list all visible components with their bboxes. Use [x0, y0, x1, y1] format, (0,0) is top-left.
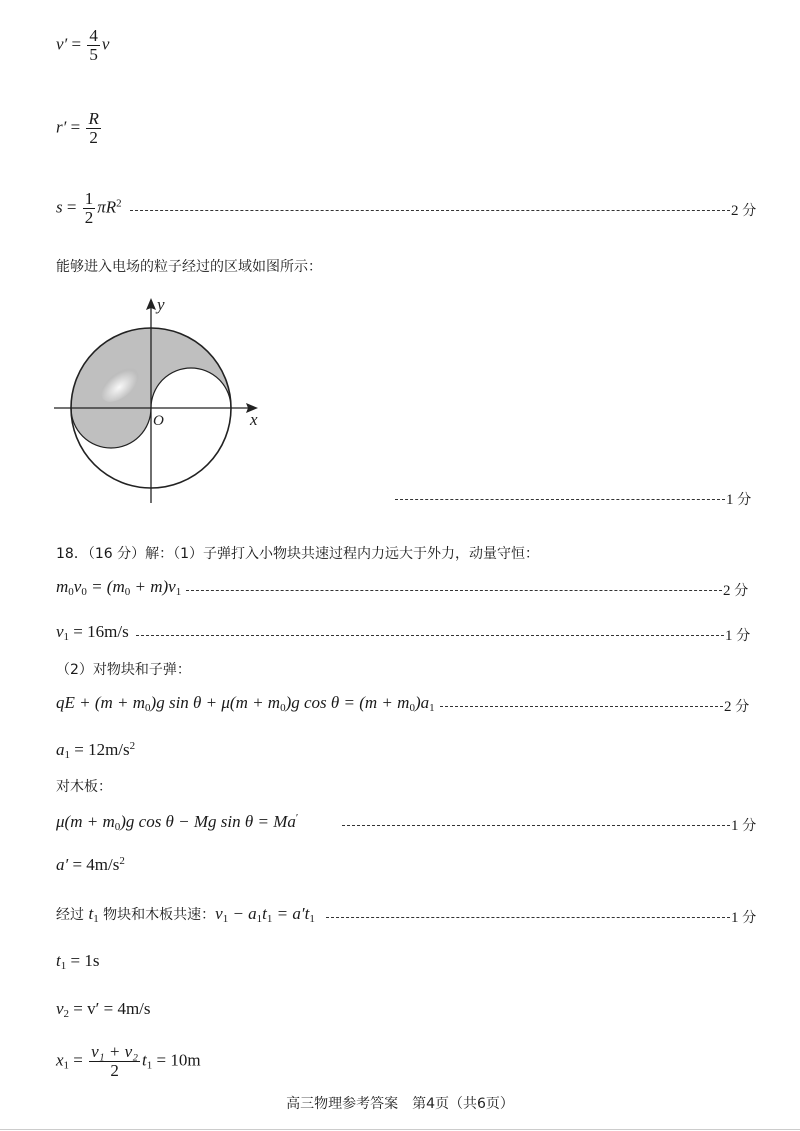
exponent: 2 — [116, 197, 122, 210]
equation-v2 — [56, 999, 151, 1020]
eq-rhs: v — [101, 34, 110, 54]
eq-sign: = — [70, 117, 81, 137]
score-value: 2 — [723, 583, 731, 599]
score-label — [731, 907, 756, 927]
eq-lhs: v — [56, 622, 64, 641]
dotted-leader — [326, 917, 730, 918]
equation-t1 — [56, 951, 99, 972]
score-label — [731, 200, 756, 220]
score-label — [723, 580, 748, 600]
fraction — [87, 27, 100, 64]
eq-lhs: r′ — [56, 117, 67, 137]
eq-rhs: = 1s — [66, 951, 100, 970]
dotted-leader — [186, 590, 722, 591]
score-value: 2 — [731, 203, 739, 219]
prime-mark: ′ — [295, 812, 299, 824]
eq-lhs: a′ — [56, 855, 69, 874]
fraction — [89, 1043, 140, 1080]
score-unit: 分 — [736, 628, 751, 644]
denominator: 2 — [84, 208, 94, 227]
score-value: 1 — [726, 492, 734, 508]
numerator: v₁ + v₂ — [91, 1042, 139, 1061]
dotted-leader — [130, 210, 730, 211]
subscript: 1 — [256, 913, 263, 925]
board-header: 对木板： — [56, 779, 112, 795]
dotted-leader — [395, 499, 725, 500]
score-label — [725, 625, 750, 645]
equation-v-prime — [56, 27, 109, 64]
denominator: 2 — [110, 1061, 119, 1080]
equation-x1 — [56, 1043, 201, 1080]
score-value: 2 — [724, 699, 732, 715]
subscript: 1 — [63, 631, 70, 643]
score-label — [726, 489, 751, 509]
eq-lhs: v′ — [56, 34, 68, 54]
eq-part: − a — [228, 904, 257, 923]
eq-text: 物块和木板共速： — [98, 907, 216, 923]
page-footer: 高三物理参考答案 第4页（共6页） — [286, 1096, 514, 1112]
score-value: 1 — [731, 818, 739, 834]
equation-force-board — [56, 812, 298, 833]
bottom-divider — [0, 1129, 800, 1130]
eq-rhs: πR — [97, 197, 117, 217]
eq-rhs: = 16m/s — [69, 622, 129, 641]
subscript: 1 — [146, 1059, 153, 1072]
denominator: 2 — [89, 128, 98, 147]
fraction — [86, 110, 100, 147]
subscript: 1 — [60, 960, 67, 972]
eq-text: 经过 — [56, 907, 89, 923]
origin-label: O — [153, 413, 164, 429]
question-18-header: 18．（16 分）解：（1）子弹打入小物块共速过程内力远大于外力，动量守恒： — [56, 546, 539, 562]
eq-part: + m)v — [130, 577, 176, 596]
score-unit: 分 — [742, 818, 757, 834]
subscript: 0 — [280, 702, 286, 714]
eq-rhs: = 4m/s — [68, 855, 120, 874]
equation-r-prime — [56, 110, 103, 147]
dotted-leader — [440, 706, 723, 707]
subscript: 0 — [409, 702, 415, 714]
score-label — [731, 815, 756, 835]
eq-part: )g cos θ = (m + m — [285, 693, 410, 712]
part-2-header: （2）对物块和子弹： — [56, 662, 191, 678]
y-axis-label: y — [157, 295, 165, 314]
eq-sign: = — [69, 1050, 88, 1070]
score-label — [724, 696, 749, 716]
numerator: R — [88, 109, 99, 128]
denominator: 5 — [89, 45, 98, 64]
eq-part: )a — [414, 693, 430, 712]
eq-part: qE + (m + m — [56, 693, 146, 712]
subscript: 1 — [429, 702, 435, 714]
subscript: 2 — [63, 1008, 70, 1020]
equation-force-block — [56, 693, 435, 714]
subscript: 1 — [93, 913, 99, 925]
score-value: 1 — [731, 910, 739, 926]
subscript: 1 — [266, 913, 273, 925]
equation-area — [56, 190, 122, 227]
equation-common-velocity — [56, 904, 315, 925]
subscript: 1 — [175, 586, 182, 598]
eq-sign: = — [66, 197, 77, 217]
score-value: 1 — [725, 628, 733, 644]
eq-part: t — [88, 904, 94, 923]
exponent: 2 — [129, 740, 136, 752]
eq-part: t — [262, 904, 267, 923]
eq-rhs: = 12m/s — [70, 740, 130, 759]
eq-part: = (m — [86, 577, 125, 596]
eq-lhs: v — [56, 999, 64, 1018]
numerator: 4 — [89, 26, 98, 45]
equation-a-prime — [56, 855, 125, 875]
region-description: 能够进入电场的粒子经过的区域如图所示： — [56, 259, 322, 275]
eq-rhs: = v′ = 4m/s — [69, 999, 151, 1018]
score-unit: 分 — [735, 699, 750, 715]
subscript: 0 — [81, 586, 87, 598]
fraction — [83, 190, 96, 227]
equation-momentum — [56, 577, 181, 598]
subscript: 1 — [309, 913, 315, 925]
equation-a1 — [56, 740, 135, 761]
x-axis-label: x — [250, 410, 258, 429]
eq-part: )g sin θ + μ(m + m — [150, 693, 281, 712]
eq-part: = a′t — [272, 904, 310, 923]
score-unit: 分 — [742, 203, 757, 219]
eq-sign: = — [71, 34, 82, 54]
eq-lhs: a — [56, 740, 65, 759]
eq-part: v — [73, 577, 82, 596]
eq-part: t — [142, 1050, 147, 1070]
eq-rhs: = 10m — [152, 1050, 201, 1070]
score-unit: 分 — [742, 910, 757, 926]
subscript: 1 — [63, 1059, 70, 1072]
score-unit: 分 — [737, 492, 752, 508]
eq-part: v — [215, 904, 223, 923]
subscript: 0 — [124, 586, 131, 598]
eq-lhs: s — [56, 197, 63, 217]
dotted-leader — [342, 825, 730, 826]
eq-part: )g cos θ − Mg sin θ = Ma — [120, 812, 296, 831]
eq-lhs: t — [56, 951, 61, 970]
score-unit: 分 — [734, 583, 749, 599]
numerator: 1 — [84, 189, 94, 208]
subscript: 0 — [145, 702, 151, 714]
subscript: 1 — [222, 913, 229, 925]
equation-v1 — [56, 622, 129, 643]
eq-lhs: x — [56, 1050, 64, 1070]
subscript: 1 — [64, 749, 70, 761]
region-diagram — [40, 290, 280, 510]
dotted-leader — [136, 635, 724, 636]
subscript: 0 — [114, 821, 121, 833]
eq-part: m — [56, 577, 69, 596]
eq-part: μ(m + m — [56, 812, 115, 831]
exponent: 2 — [119, 855, 125, 867]
subscript: 0 — [68, 586, 74, 598]
